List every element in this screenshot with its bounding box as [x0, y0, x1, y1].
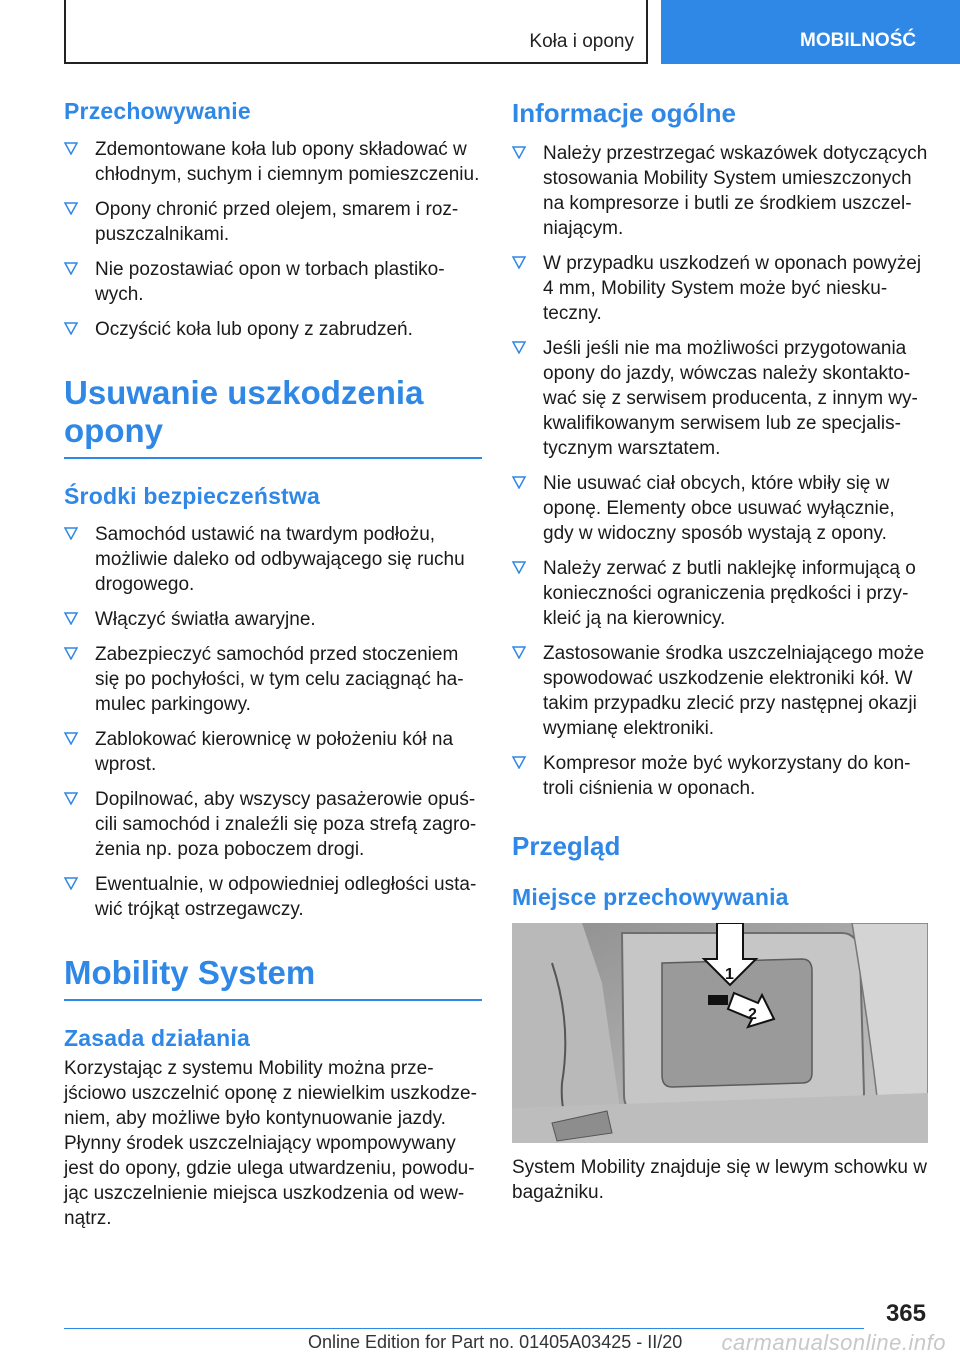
edition-note: Online Edition for Part no. 01405A03425 - II/20 — [308, 1332, 683, 1352]
general-heading: Informacje ogólne — [512, 98, 736, 128]
bullet-triangle-icon — [512, 341, 526, 354]
trunk-compartment-illustration — [512, 923, 928, 1143]
list-item: Należy zerwać z butli naklejkę informującą o konieczności ograniczenia prędkości i przykleić ją na kierownicy. — [512, 556, 930, 631]
list-item: Kompresor może być wykorzystany do kontroli ciśnienia w oponach. — [512, 751, 930, 801]
list-item: Zablokować kierownicę w położeniu kół na wprost. — [64, 727, 482, 777]
figure-label-1: 1 — [725, 966, 734, 983]
bullet-triangle-icon — [64, 142, 78, 155]
list-item: W przypadku uszkodzeń w oponach powyżej 4 mm, Mobility System może być nieskuteczny. — [512, 251, 930, 326]
bullet-triangle-icon — [64, 732, 78, 745]
header-section-box — [661, 0, 960, 64]
bullet-triangle-icon — [64, 877, 78, 890]
list-item: Opony chronić przed olejem, smarem i rozpuszczalnikami. — [64, 197, 482, 247]
list-item: Samochód ustawić na twardym podłożu, możliwie daleko od odbywającego się ruchu drogowego. — [64, 522, 482, 597]
bullet-triangle-icon — [512, 561, 526, 574]
list-item: Jeśli jeśli nie ma możliwości przygotowania opony do jazdy, wówczas należy skontaktować się z serwisem producenta, z innym wykwalifikowanym serwisem lub ze specjalistycznym warsztatem. — [512, 336, 930, 461]
repair-heading: Usuwanie uszkodzenia opony — [64, 374, 482, 459]
general-list — [512, 141, 930, 801]
list-item: Zdemontowane koła lub opony składować w chłodnym, suchym i ciemnym pomieszczeniu. — [64, 137, 482, 187]
list-item: Ewentualnie, w odpowiedniej odległości ustawić trójkąt ostrzegawczy. — [64, 872, 482, 922]
storage-place-caption: System Mobility znajduje się w lewym schowku w bagażniku. — [512, 1157, 927, 1203]
figure-label-2: 2 — [748, 1006, 757, 1023]
bullet-triangle-icon — [64, 202, 78, 215]
page-number: 365 — [885, 1300, 926, 1327]
bullet-triangle-icon — [512, 146, 526, 159]
list-item: Nie usuwać ciał obcych, które wbiły się w oponę. Elementy obce usuwać wyłącznie, gdy w widoczny sposób wystają z opony. — [512, 471, 930, 546]
principle-text: Korzystając z systemu Mobility można przejściowo uszczelnić oponę z niewielkim uszkodzeniem, aby możliwe było kontynuowanie jazdy. Płynny środek uszczelniający wpompowywany jest do opony, gdzie ulega utwardzeniu, powodując uszczelnienie miejsca uszkodzenia od wewnątrz. — [64, 1058, 477, 1229]
safety-list — [64, 522, 482, 922]
footer-divider — [64, 1328, 864, 1329]
list-item: Zastosowanie środka uszczelniającego może spowodować uszkodzenie elektroniki kół. W takim przypadku zlecić przy następnej okazji wymianę elektroniki. — [512, 641, 930, 741]
bullet-triangle-icon — [64, 612, 78, 625]
bullet-triangle-icon — [512, 256, 526, 269]
storage-list — [64, 137, 482, 342]
overview-heading: Przegląd — [512, 831, 621, 861]
header-chapter-box — [64, 0, 648, 64]
storage-heading: Przechowywanie — [64, 98, 251, 124]
principle-heading: Zasada działania — [64, 1025, 250, 1051]
mobility-heading: Mobility System — [64, 954, 482, 1001]
list-item: Włączyć światła awaryjne. — [64, 607, 482, 632]
bullet-triangle-icon — [64, 647, 78, 660]
trunk-illustration — [512, 923, 928, 1143]
bullet-triangle-icon — [64, 527, 78, 540]
right-column — [512, 98, 930, 1205]
bullet-triangle-icon — [512, 476, 526, 489]
bullet-triangle-icon — [64, 262, 78, 275]
list-item: Zabezpieczyć samochód przed stoczeniem się po pochyłości, w tym celu zaciągnąć hamulec parkingowy. — [64, 642, 482, 717]
left-column — [64, 98, 482, 1231]
list-item: Należy przestrzegać wskazówek dotyczących stosowania Mobility System umieszczonych na kompresorze i butli ze środkiem uszczelniającym. — [512, 141, 930, 241]
list-item: Dopilnować, aby wszyscy pasażerowie opuścili samochód i znaleźli się poza strefą zagrożenia np. poza poboczem drogi. — [64, 787, 482, 862]
watermark: carmanualsonline.info — [721, 1330, 946, 1355]
bullet-triangle-icon — [512, 756, 526, 769]
chapter-title: Koła i opony — [529, 31, 634, 52]
storage-place-heading: Miejsce przechowywania — [512, 884, 789, 910]
bullet-triangle-icon — [64, 792, 78, 805]
bullet-triangle-icon — [64, 322, 78, 335]
list-item: Nie pozostawiać opon w torbach plastikowych. — [64, 257, 482, 307]
section-title: MOBILNOŚĆ — [800, 30, 917, 51]
bullet-triangle-icon — [512, 646, 526, 659]
safety-heading: Środki bezpieczeństwa — [64, 483, 320, 509]
list-item: Oczyścić koła lub opony z zabrudzeń. — [64, 317, 482, 342]
